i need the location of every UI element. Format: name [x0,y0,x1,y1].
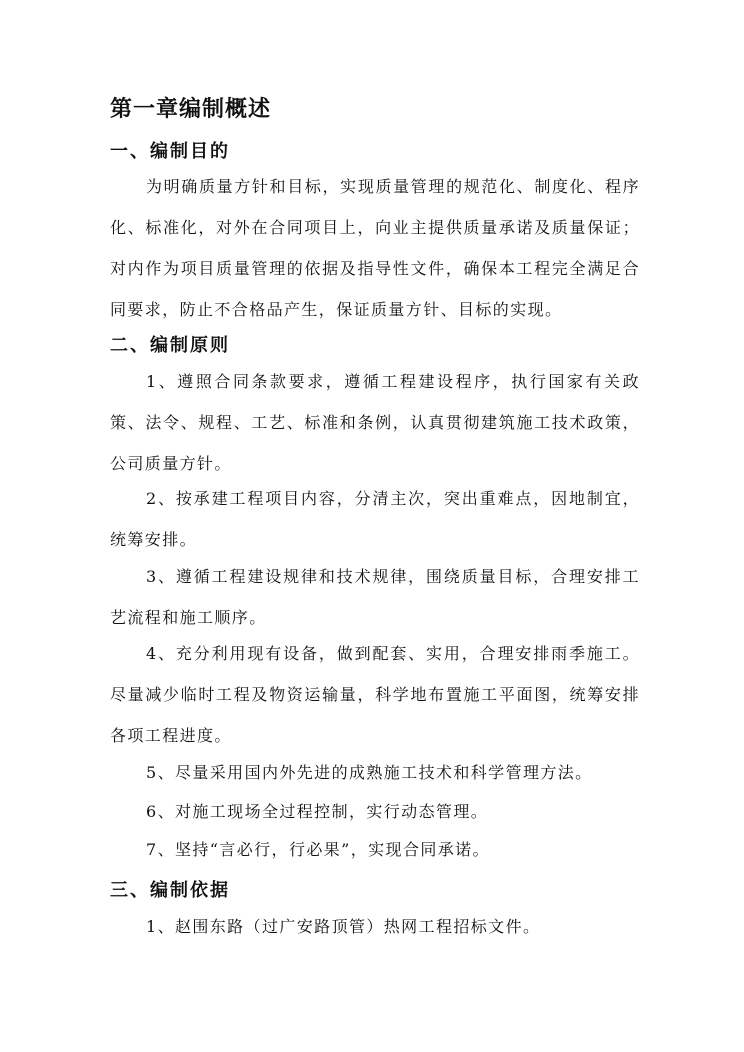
paragraph-principle-7: 7、坚持“言必行，行必果”，实现合同承诺。 [146,840,490,859]
paragraph-principle-3: 3、遵循工程建设规律和技术规律，围绕质量目标，合理安排工艺流程和施工顺序。 [110,567,640,627]
paragraph-principle-6: 6、对施工现场全过程控制，实行动态管理。 [146,802,489,821]
paragraph-principle-1: 1、遵照合同条款要求，遵循工程建设程序，执行国家有关政策、法令、规程、工艺、标准和条例，认真贯彻建筑施工技术政策，公司质量方针。 [110,372,640,473]
chapter-title: 第一章编制概述 [110,96,272,122]
section-heading-basis: 三、编制依据 [110,880,230,901]
paragraph-principle-2: 2、按承建工程项目内容，分清主次，突出重难点，因地制宜，统筹安排。 [110,489,640,549]
section-heading-purpose: 一、编制目的 [110,141,230,162]
paragraph-principle-4: 4、充分利用现有设备，做到配套、实用，合理安排雨季施工。尽量减少临时工程及物资运输量，科学地布置施工平面图，统筹安排各项工程进度。 [110,644,640,745]
section-heading-principles: 二、编制原则 [110,335,230,356]
paragraph-purpose: 为明确质量方针和目标，实现质量管理的规范化、制度化、程序化、标准化，对外在合同项目上，向业主提供质量承诺及质量保证；对内作为项目质量管理的依据及指导性文件，确保本工程完全满足合同要求，防止不合格品产生，保证质量方针、目标的实现。 [110,177,640,319]
paragraph-principle-5: 5、尽量采用国内外先进的成熟施工技术和科学管理方法。 [146,763,593,782]
paragraph-basis-1: 1、赵围东路（过广安路顶管）热网工程招标文件。 [146,917,541,936]
